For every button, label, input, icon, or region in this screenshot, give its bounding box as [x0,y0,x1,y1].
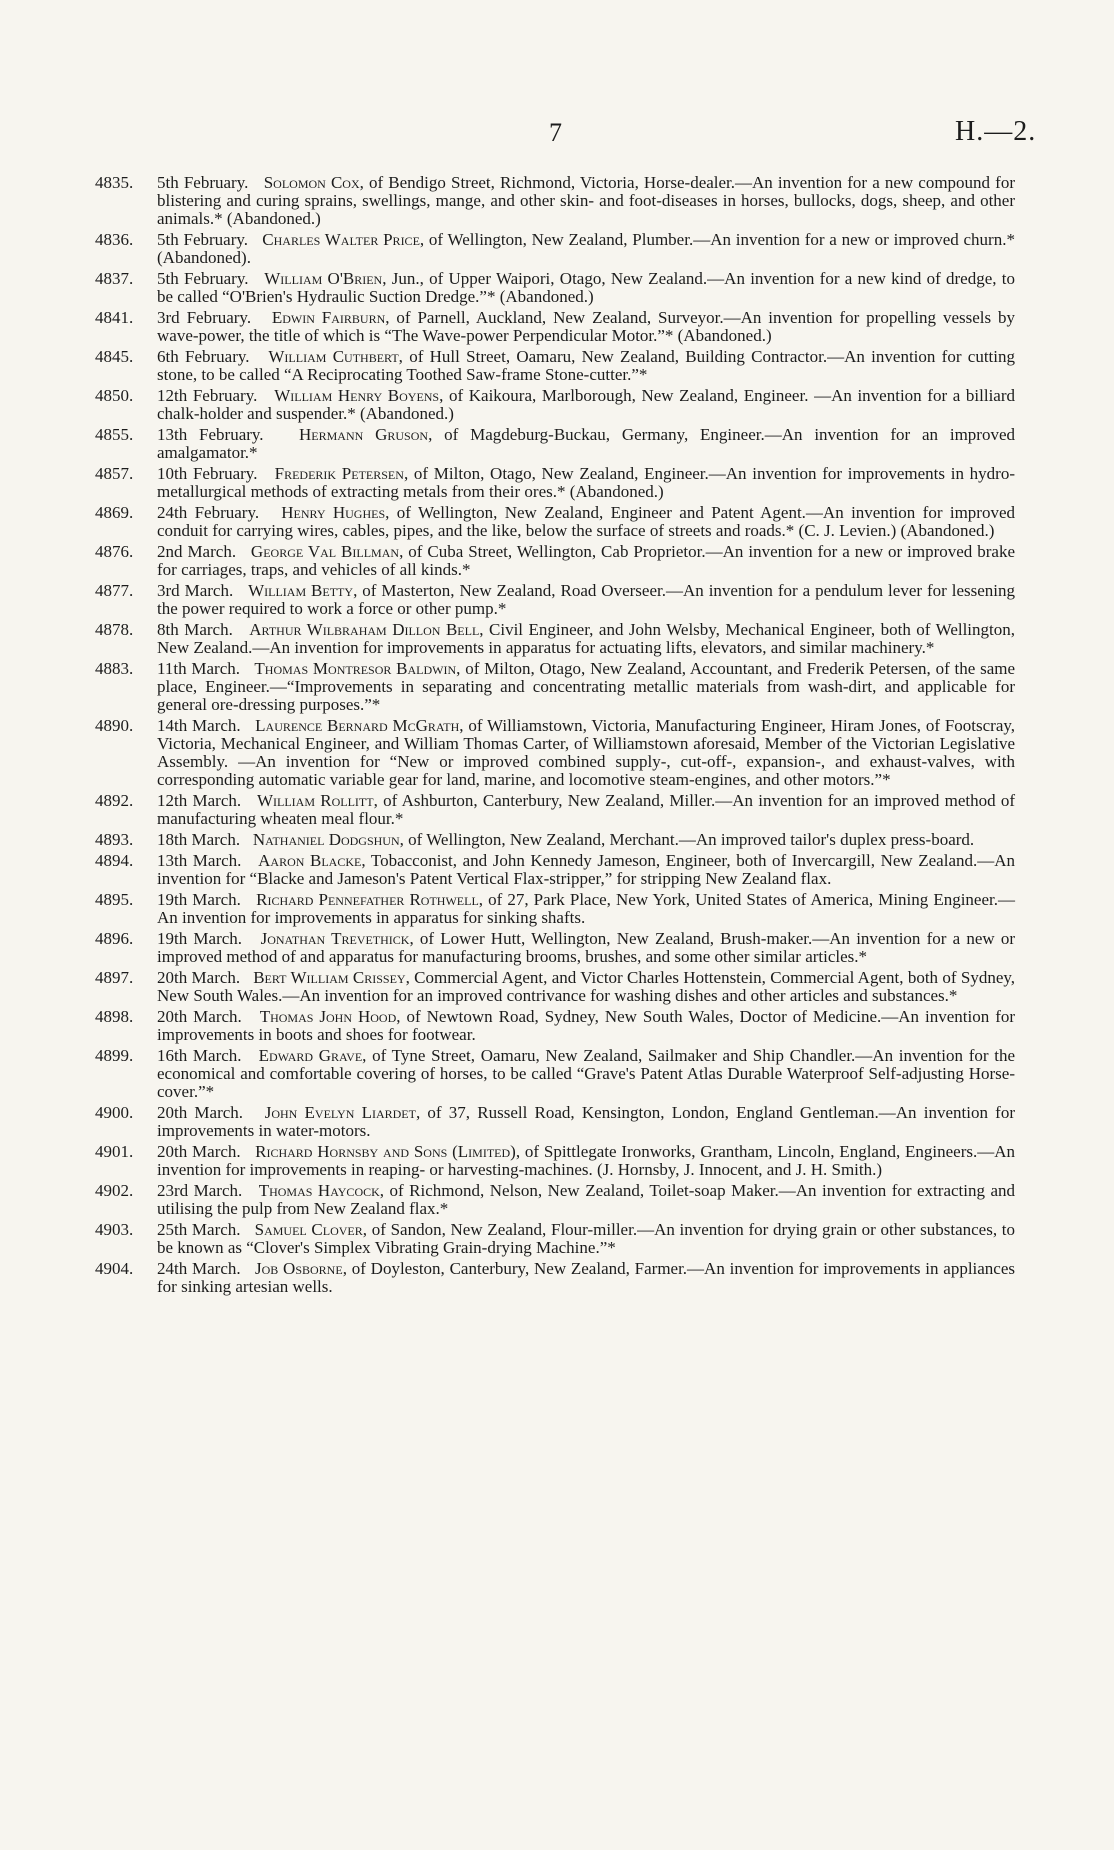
entry-number: 4841. [95,308,134,327]
entry-description: , of Wellington, New Zealand, Merchant.—An improved tailor's duplex press-board. [399,830,975,849]
entry-description: , Civil Engineer, and John Welsby, Mechanical Engineer, both of Wellington, New Zealand.—An invention for improvements in apparatus for actuating lifts, elevators, and similar machinery.* [157,620,1016,657]
applicant-name: Job Osborne [254,1259,343,1278]
patent-entry [95,831,1015,849]
applicant-name: Edward Grave [258,1046,363,1065]
entry-number: 4894. [95,851,134,870]
patent-entry [95,852,1015,888]
entry-date: 6th February. [157,347,250,366]
applicant-name: William Rollitt [256,791,374,810]
entry-number: 4893. [95,830,134,849]
patent-entries-list [95,174,1015,1299]
entry-date: 24th March. [157,1259,241,1278]
entry-date: 18th March. [157,830,241,849]
patent-entry [95,465,1015,501]
patent-entry [95,1182,1015,1218]
entry-text [157,621,1015,657]
entry-date: 8th March. [157,620,233,639]
entry-date: 5th February. [157,173,249,192]
patent-entry [95,231,1015,267]
patent-entry [95,426,1015,462]
patent-entry [95,582,1015,618]
entry-date: 16th March. [157,1046,242,1065]
applicant-name: Richard Pennefather Rothwell [256,890,479,909]
patent-entry [95,1221,1015,1257]
entry-description: , of Spittlegate Ironworks, Grantham, Lincoln, England, Engineers.—An invention for improvements in reaping- or harvesting-machines. (J. Hornsby, J. Innocent, and J. H. Smith.) [157,1142,1016,1179]
patent-entry [95,930,1015,966]
entry-date: 5th February. [157,269,249,288]
entry-number: 4837. [95,269,134,288]
applicant-name: Richard Hornsby and Sons (Limited) [255,1142,516,1161]
entry-number: 4836. [95,230,134,249]
patent-entry [95,1260,1015,1296]
entry-text [157,1221,1015,1257]
entry-text [157,831,1015,849]
entry-date: 24th February. [157,503,260,522]
entry-text [157,174,1015,228]
entry-text [157,1260,1015,1296]
entry-text [157,969,1015,1005]
patent-entry [95,348,1015,384]
patent-entry [95,270,1015,306]
entry-number: 4876. [95,542,134,561]
entry-text [157,792,1015,828]
applicant-name: Charles Walter Price [262,230,420,249]
entry-date: 20th March. [157,1007,242,1026]
entry-description: , of Wellington, New Zealand, Engineer and Patent Agent.—An invention for improved conduit for carrying wires, cables, pipes, and the like, below the surface of streets and roads.* (C. J. Levien.) (Abandoned.) [157,503,1015,540]
entry-description: , of Kaikoura, Marlborough, New Zealand, Engineer. —An invention for a billiard chalk-holder and suspender.* (Abandoned.) [157,386,1015,423]
applicant-name: Thomas Haycock [258,1181,380,1200]
patent-entry [95,1008,1015,1044]
applicant-name: Thomas Montresor Baldwin [254,659,457,678]
entry-text [157,465,1015,501]
entry-number: 4883. [95,659,134,678]
entry-text [157,1143,1015,1179]
applicant-name: Henry Hughes [281,503,386,522]
entry-date: 19th March. [157,890,241,909]
patent-entry [95,1143,1015,1179]
entry-description: , of Parnell, Auckland, New Zealand, Surveyor.—An invention for propelling vessels by wave-power, the title of which is “The Wave-power Perpendicular Motor.”* (Abandoned.) [157,308,1016,345]
entry-number: 4903. [95,1220,134,1239]
entry-date: 14th March. [157,716,241,735]
document-reference: H.—2. [955,116,1037,147]
entry-number: 4901. [95,1142,134,1161]
applicant-name: Jonathan Trevethick [260,929,410,948]
patent-entry [95,717,1015,789]
entry-description: , of Wellington, New Zealand, Plumber.—An invention for a new or improved churn.* (Abandoned). [157,230,1015,267]
entry-description: , of Cuba Street, Wellington, Cab Proprietor.—An invention for a new or improved brake for carriages, traps, and vehicles of all kinds.* [157,542,1016,579]
entry-number: 4855. [95,425,134,444]
entry-number: 4890. [95,716,134,735]
entry-description: , of Doyleston, Canterbury, New Zealand, Farmer.—An invention for improvements in appliances for sinking artesian wells. [157,1259,1016,1296]
entry-number: 4892. [95,791,134,810]
applicant-name: William Betty [248,581,354,600]
entry-date: 5th February. [157,230,248,249]
entry-date: 12th March. [157,791,242,810]
entry-number: 4835. [95,173,134,192]
entry-description: , of Lower Hutt, Wellington, New Zealand, Brush-maker.—An invention for a new or improved method of and apparatus for manufacturing brooms, brushes, and some other similar articles.* [157,929,1016,966]
entry-number: 4900. [95,1103,134,1122]
entry-description: , of Milton, Otago, New Zealand, Accountant, and Frederik Petersen, of the same place, Engineer.—“Improvements in separating and concentrating metallic materials from wash-dirt, and applicable for general ore-dressing purposes.”* [157,659,1016,714]
entry-date: 11th March. [157,659,241,678]
applicant-name: Hermann Gruson [299,425,429,444]
patent-entry [95,504,1015,540]
entry-description: , of 27, Park Place, New York, United States of America, Mining Engineer.—An invention for improvements in apparatus for sinking shafts. [157,890,1016,927]
entry-number: 4896. [95,929,134,948]
patent-entry [95,387,1015,423]
entry-number: 4895. [95,890,134,909]
entry-description: , of Bendigo Street, Richmond, Victoria, Horse-dealer.—An invention for a new compound for blistering and curing sprains, swellings, mange, and other skin- and foot-diseases in horses, bullocks, dogs, sheep, and other animals.* (Abandoned.) [157,173,1015,228]
entry-description: , of Sandon, New Zealand, Flour-miller.—An invention for drying grain or other substances, to be known as “Clover's Simplex Vibrating Grain-drying Machine.”* [157,1220,1016,1257]
entry-text [157,852,1015,888]
applicant-name: Laurence Bernard McGrath [255,716,460,735]
entry-number: 4877. [95,581,134,600]
entry-text [157,1008,1015,1044]
entry-text [157,231,1015,267]
entry-date: 23rd March. [157,1181,243,1200]
entry-description: , of Ashburton, Canterbury, New Zealand, Miller.—An invention for an improved method of manufacturing wheaten meal flour.* [157,791,1016,828]
entry-text [157,1047,1015,1101]
entry-text [157,891,1015,927]
applicant-name: Edwin Fairburn [271,308,386,327]
entry-description: , of 37, Russell Road, Kensington, London, England Gentleman.—An invention for improvements in water-motors. [157,1103,1016,1140]
applicant-name: Solomon Cox [263,173,360,192]
entry-text [157,309,1015,345]
applicant-name: Aaron Blacke [258,851,362,870]
entry-text [157,1104,1015,1140]
entry-description: , Tobacconist, and John Kennedy Jameson, Engineer, both of Invercargill, New Zealand.—An invention for “Blacke and Jameson's Patent Vertical Flax-stripper,” for stripping New Zealand flax. [157,851,1016,888]
entry-text [157,504,1015,540]
patent-entry [95,660,1015,714]
entry-text [157,387,1015,423]
entry-description: , of Newtown Road, Sydney, New South Wales, Doctor of Medicine.—An invention for improvements in boots and shoes for footwear. [157,1007,1016,1044]
applicant-name: William O'Brien [264,269,383,288]
applicant-name: Bert William Crissey [253,968,406,987]
entry-number: 4902. [95,1181,134,1200]
entry-text [157,426,1015,462]
entry-date: 3rd February. [157,308,252,327]
entry-number: 4857. [95,464,134,483]
entry-date: 19th March. [157,929,243,948]
applicant-name: Frederik Petersen [274,464,404,483]
entry-description: , Jun., of Upper Waipori, Otago, New Zealand.—An invention for a new kind of dredge, to be called “O'Brien's Hydraulic Suction Dredge.”* (Abandoned.) [157,269,1015,306]
patent-entry [95,543,1015,579]
entry-description: , of Hull Street, Oamaru, New Zealand, Building Contractor.—An invention for cutting stone, to be called “A Reciprocating Toothed Saw-frame Stone-cutter.”* [157,347,1015,384]
entry-description: , of Milton, Otago, New Zealand, Engineer.—An invention for improvements in hydro-metallurgical methods of extracting metals from their ores.* (Abandoned.) [157,464,1015,501]
entry-description: , of Magdeburg-Buckau, Germany, Engineer.—An invention for an improved amalgamator.* [157,425,1016,462]
entry-date: 20th March. [157,968,241,987]
entry-text [157,543,1015,579]
patent-entry [95,621,1015,657]
entry-number: 4878. [95,620,134,639]
entry-text [157,348,1015,384]
entry-number: 4904. [95,1259,134,1278]
patent-entry [95,1047,1015,1101]
page-number: 7 [549,118,562,147]
entry-description: , of Williamstown, Victoria, Manufacturing Engineer, Hiram Jones, of Footscray, Victoria, Mechanical Engineer, and William Thomas Carter, of Williamstown aforesaid, Member of the Victorian Legislative Assembly. —An invention for “New or improved combined supply-, cut-off-, expansion-, and exhaust-valves, with corresponding automatic variable gear for land, marine, and locomotive steam-engines, and other motors.”* [157,716,1016,789]
entry-text [157,1182,1015,1218]
patent-entry [95,792,1015,828]
applicant-name: Samuel Clover [254,1220,363,1239]
entry-text [157,582,1015,618]
patent-entry [95,969,1015,1005]
entry-text [157,930,1015,966]
patent-entry [95,309,1015,345]
entry-number: 4845. [95,347,134,366]
entry-date: 20th March. [157,1103,244,1122]
entry-text [157,270,1015,306]
entry-number: 4897. [95,968,134,987]
entry-date: 20th March. [157,1142,241,1161]
entry-number: 4869. [95,503,134,522]
entry-number: 4850. [95,386,134,405]
applicant-name: John Evelyn Liardet [264,1103,416,1122]
entry-date: 3rd March. [157,581,234,600]
entry-number: 4899. [95,1046,134,1065]
entry-description: , of Masterton, New Zealand, Road Overseer.—An invention for a pendulum lever for lessening the power required to work a force or other pump.* [157,581,1016,618]
applicant-name: William Cuthbert [268,347,399,366]
applicant-name: William Henry Boyens [274,386,440,405]
entry-date: 25th March. [157,1220,241,1239]
entry-date: 2nd March. [157,542,237,561]
entry-date: 13th March. [157,851,242,870]
entry-date: 10th February. [157,464,258,483]
entry-description: , Commercial Agent, and Victor Charles Hottenstein, Commercial Agent, both of Sydney, New South Wales.—An invention for an improved contrivance for washing dishes and other articles and substances.* [157,968,1016,1005]
entry-description: , of Tyne Street, Oamaru, New Zealand, Sailmaker and Ship Chandler.—An invention for the economical and comfortable covering of horses, to be called “Grave's Patent Atlas Durable Waterproof Self-adjusting Horse-cover.”* [157,1046,1016,1101]
patent-entry [95,174,1015,228]
applicant-name: George Val Billman [250,542,400,561]
entry-description: , of Richmond, Nelson, New Zealand, Toilet-soap Maker.—An invention for extracting and utilising the pulp from New Zealand flax.* [157,1181,1016,1218]
applicant-name: Arthur Wilbraham Dillon Bell [249,620,480,639]
entry-number: 4898. [95,1007,134,1026]
entry-text [157,717,1015,789]
patent-entry [95,891,1015,927]
entry-text [157,660,1015,714]
patent-entry [95,1104,1015,1140]
entry-date: 13th February. [157,425,264,444]
applicant-name: Thomas John Hood [259,1007,397,1026]
entry-date: 12th February. [157,386,258,405]
applicant-name: Nathaniel Dodgshun [252,830,400,849]
